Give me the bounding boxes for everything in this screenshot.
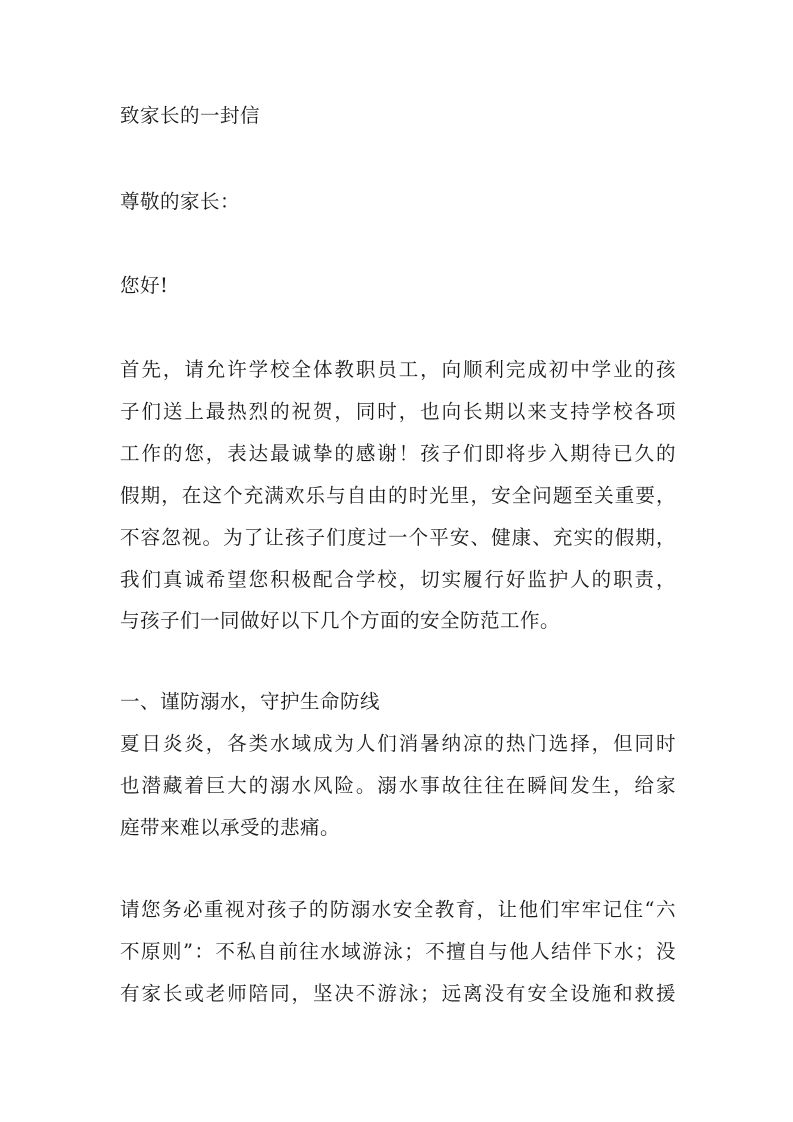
section-line: 庭带来难以承受的悲痛。 (120, 816, 341, 839)
intro-line: 假期，在这个充满欢乐与自由的时光里，安全问题至关重要， (120, 484, 676, 507)
section-line: 不原则”：不私自前往水域游泳；不擅自与他人结伴下水；没 (120, 940, 676, 963)
letter-title: 致家长的一封信 (120, 104, 261, 127)
section-heading: 一、谨防溺水，守护生命防线 (120, 690, 381, 713)
intro-line: 与孩子们一同做好以下几个方面的安全防范工作。 (120, 609, 561, 632)
section-line: 有家长或老师陪同，坚决不游泳；远离没有安全设施和救援 (120, 982, 676, 1005)
section-line: 也潜藏着巨大的溺水风险。溺水事故往往在瞬间发生，给家 (120, 774, 676, 797)
intro-line: 首先，请允许学校全体教职员工，向顺利完成初中学业的孩 (120, 358, 676, 381)
section-line: 请您务必重视对孩子的防溺水安全教育，让他们牢牢记住“六 (120, 898, 676, 921)
intro-line: 子们送上最热烈的祝贺，同时，也向长期以来支持学校各项 (120, 400, 676, 423)
letter-greeting: 您好! (120, 274, 169, 297)
letter-salutation: 尊敬的家长： (120, 190, 241, 213)
intro-line: 不容忽视。为了让孩子们度过一个平安、健康、充实的假期， (120, 526, 676, 549)
section-line: 夏日炎炎，各类水域成为人们消暑纳凉的热门选择，但同时 (120, 732, 676, 755)
intro-line: 工作的您，表达最诚挚的感谢！孩子们即将步入期待已久的 (120, 442, 676, 465)
intro-line: 我们真诚希望您积极配合学校，切实履行好监护人的职责， (120, 568, 676, 591)
